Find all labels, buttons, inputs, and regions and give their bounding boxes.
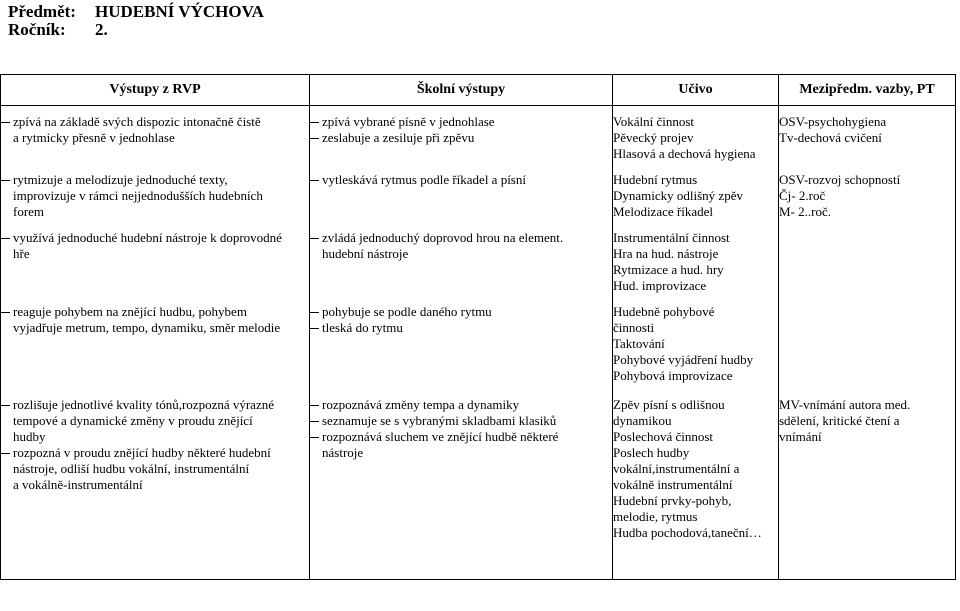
content-line: Hra na hud. nástroje <box>613 245 719 261</box>
content-line: Taktování <box>613 335 665 351</box>
rvp-line: vyjadřuje metrum, tempo, dynamiku, směr melodie <box>13 319 281 335</box>
school-line: vytleskává rytmus podle říkadel a písní <box>310 172 612 188</box>
school-line: seznamuje se s vybranými skladbami klasiků <box>310 413 612 429</box>
content-line: Hlasová a dechová hygiena <box>613 146 756 161</box>
column-header-rvp: Výstupy z RVP <box>1 75 310 106</box>
content-line: Pohybové vyjádření hudby <box>613 351 754 367</box>
content-line: Dynamicky odlišný zpěv <box>613 187 743 203</box>
school-line: hudební nástroje <box>322 245 409 261</box>
column-header-school: Školní výstupy <box>310 75 613 106</box>
links-line: MV-vnímání autora med. <box>779 396 911 412</box>
links-line: Tv-dechová cvičení <box>779 130 882 145</box>
grade-label: Ročník: <box>8 20 66 39</box>
content-cell <box>613 300 779 389</box>
rvp-line: improvizuje v rámci nejjednodušších hudebních <box>13 187 263 203</box>
school-cell <box>310 389 613 580</box>
links-line: vnímání <box>779 428 822 444</box>
content-line: Hud. improvizace <box>613 277 707 293</box>
rvp-line: zpívá na základě svých dispozic intonačně čistě <box>1 114 309 130</box>
content-line: činnosti <box>613 319 655 335</box>
rvp-line: tempové a dynamické změny v proudu znějící <box>13 412 253 428</box>
rvp-cell <box>1 389 310 580</box>
rvp-line: a vokálně-instrumentální <box>13 476 143 492</box>
rvp-cell <box>1 163 310 229</box>
links-line: M- 2..roč. <box>779 203 831 219</box>
links-cell <box>779 163 956 229</box>
content-line: Poslech hudby <box>613 444 690 460</box>
school-line: zeslabuje a zesiluje při zpěvu <box>310 130 612 146</box>
content-line: melodie, rytmus <box>613 508 698 524</box>
school-line: nástroje <box>322 444 364 460</box>
links-line: sdělení, kritické čtení a <box>779 412 900 428</box>
content-line: Hudba pochodová,taneční… <box>613 524 762 540</box>
school-line: zvládá jednoduchý doprovod hrou na element. <box>310 230 612 246</box>
content-line: vokální,instrumentální a <box>613 460 740 476</box>
content-line: Vokální činnost <box>613 114 695 129</box>
school-cell <box>310 229 613 300</box>
content-line: Poslechová činnost <box>613 428 714 444</box>
rvp-line: rozpozná v proudu znějící hudby některé hudební <box>1 445 309 461</box>
content-line: Pěvecký projev <box>613 130 694 145</box>
content-cell <box>613 389 779 580</box>
content-cell <box>613 106 779 163</box>
curriculum-table <box>0 74 956 580</box>
rvp-line: reaguje pohybem na znějící hudbu, pohybem <box>1 304 309 320</box>
rvp-cell <box>1 229 310 300</box>
table-row <box>1 300 956 389</box>
grade-value: 2. <box>95 20 108 39</box>
links-line: OSV-psychohygiena <box>779 114 887 129</box>
school-cell <box>310 163 613 229</box>
rvp-line: rozlišuje jednotlivé kvality tónů,rozpozná výrazné <box>1 397 309 413</box>
rvp-cell <box>1 300 310 389</box>
rvp-line: rytmizuje a melodizuje jednoduché texty, <box>1 172 309 188</box>
table-row <box>1 229 956 300</box>
rvp-cell <box>1 106 310 163</box>
links-line: OSV-rozvoj schopností <box>779 171 901 187</box>
content-line: Rytmizace a hud. hry <box>613 261 724 277</box>
content-cell <box>613 229 779 300</box>
table-row <box>1 389 956 580</box>
rvp-line: hudby <box>13 428 46 444</box>
table-row <box>1 106 956 163</box>
table-row <box>1 163 956 229</box>
content-line: Pohybová improvizace <box>613 367 733 383</box>
school-line: rozpoznává sluchem ve znějící hudbě některé <box>310 429 612 445</box>
links-cell <box>779 229 956 300</box>
rvp-line: hře <box>13 245 30 261</box>
subject-line <box>8 2 264 21</box>
subject-value: HUDEBNÍ VÝCHOVA <box>95 2 264 21</box>
content-line: dynamikou <box>613 412 672 428</box>
school-line: zpívá vybrané písně v jednohlase <box>310 114 612 130</box>
rvp-line: a rytmicky přesně v jednohlase <box>13 130 175 145</box>
content-line: Zpěv písní s odlišnou <box>613 396 725 412</box>
content-line: Melodizace říkadel <box>613 203 713 219</box>
links-cell <box>779 389 956 580</box>
school-line: rozpoznává změny tempa a dynamiky <box>310 397 612 413</box>
subject-label: Předmět: <box>8 2 76 21</box>
content-line: Hudebně pohybové <box>613 303 715 319</box>
column-header-content: Učivo <box>613 75 779 106</box>
header-row <box>1 75 956 106</box>
links-cell <box>779 106 956 163</box>
rvp-line: využívá jednoduché hudební nástroje k doprovodné <box>1 230 309 246</box>
content-line: Hudební rytmus <box>613 171 698 187</box>
content-line: Hudební prvky-pohyb, <box>613 492 732 508</box>
content-line: Instrumentální činnost <box>613 229 730 245</box>
school-cell <box>310 106 613 163</box>
school-line: pohybuje se podle daného rytmu <box>310 304 612 320</box>
grade-line <box>8 20 108 39</box>
column-header-links: Mezipředm. vazby, PT <box>779 75 956 106</box>
school-cell <box>310 300 613 389</box>
school-line: tleská do rytmu <box>310 320 612 336</box>
content-cell <box>613 163 779 229</box>
links-cell <box>779 300 956 389</box>
content-line: vokálně instrumentální <box>613 476 733 492</box>
rvp-line: nástroje, odliší hudbu vokální, instrumentální <box>13 460 250 476</box>
links-line: Čj- 2.roč <box>779 187 826 203</box>
rvp-line: forem <box>13 203 45 219</box>
